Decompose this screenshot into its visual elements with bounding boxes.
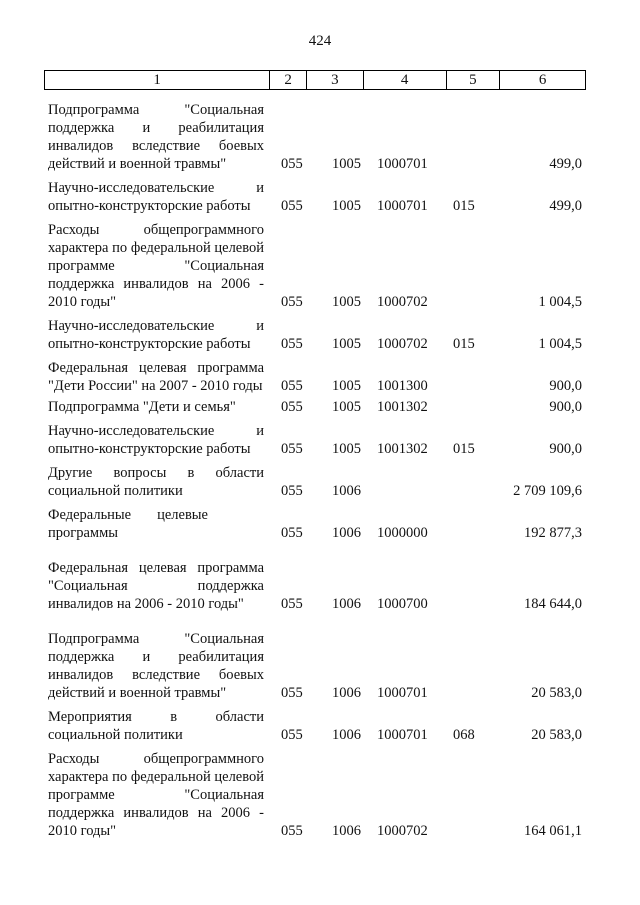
table-row	[0, 630, 640, 702]
table-row	[0, 559, 640, 613]
row-col-3: 1005	[332, 294, 361, 310]
row-col-6: 1 004,5	[538, 336, 582, 352]
row-name: Мероприятия в области социальной политики	[48, 709, 264, 743]
row-name: Научно-исследовательские и опытно-конструкторские работы	[48, 180, 264, 214]
row-col-2: 055	[281, 198, 303, 214]
row-col-3: 1006	[332, 596, 361, 612]
row-col-4: 1001302	[377, 399, 428, 415]
row-col-5: 015	[453, 336, 475, 352]
row-col-3: 1005	[332, 399, 361, 415]
row-col-3: 1005	[332, 441, 361, 457]
table-row	[0, 506, 640, 542]
row-col-2: 055	[281, 378, 303, 394]
row-col-4: 1000000	[377, 525, 428, 541]
row-col-2: 055	[281, 525, 303, 541]
row-col-4: 1000701	[377, 727, 428, 743]
row-col-6: 184 644,0	[524, 596, 582, 612]
row-col-3: 1005	[332, 378, 361, 394]
table-row	[0, 179, 640, 215]
row-col-4: 1000700	[377, 596, 428, 612]
row-col-6: 900,0	[549, 378, 582, 394]
header-col-5: 5	[446, 71, 500, 89]
table-row	[0, 398, 640, 416]
row-col-5: 015	[453, 198, 475, 214]
row-col-3: 1006	[332, 525, 361, 541]
table-row	[0, 359, 640, 395]
row-col-2: 055	[281, 399, 303, 415]
row-col-2: 055	[281, 685, 303, 701]
row-col-4: 1000702	[377, 294, 428, 310]
row-col-6: 900,0	[549, 399, 582, 415]
row-col-2: 055	[281, 336, 303, 352]
row-name: Федеральные целевые программы	[48, 507, 208, 541]
row-col-5: 015	[453, 441, 475, 457]
row-col-3: 1005	[332, 336, 361, 352]
row-col-2: 055	[281, 483, 303, 499]
row-col-4: 1000701	[377, 198, 428, 214]
page-number: 424	[308, 33, 332, 49]
row-col-3: 1005	[332, 198, 361, 214]
table-row	[0, 221, 640, 311]
row-col-6: 2 709 109,6	[513, 483, 582, 499]
row-col-3: 1006	[332, 685, 361, 701]
row-col-6: 900,0	[549, 441, 582, 457]
row-name: Научно-исследовательские и опытно-конструкторские работы	[48, 423, 264, 457]
row-col-4: 1000701	[377, 685, 428, 701]
table-row	[0, 422, 640, 458]
header-col-2: 2	[269, 71, 306, 89]
row-col-6: 499,0	[549, 156, 582, 172]
row-col-4: 1001300	[377, 378, 428, 394]
header-col-3: 3	[306, 71, 363, 89]
row-col-2: 055	[281, 441, 303, 457]
row-name: Подпрограмма "Социальная поддержка и реабилитация инвалидов вследствие боевых действий и военной травмы"	[48, 631, 264, 701]
table-row	[0, 750, 640, 840]
row-col-6: 499,0	[549, 198, 582, 214]
row-name: Подпрограмма "Социальная поддержка и реабилитация инвалидов вследствие боевых действий и военной травмы"	[48, 102, 264, 172]
row-col-4: 1001302	[377, 441, 428, 457]
row-col-3: 1006	[332, 483, 361, 499]
row-col-3: 1006	[332, 823, 361, 839]
row-col-3: 1005	[332, 156, 361, 172]
table-header	[44, 70, 586, 90]
header-col-1: 1	[153, 72, 161, 88]
table-row	[0, 317, 640, 353]
row-name: Научно-исследовательские и опытно-конструкторские работы	[48, 318, 264, 352]
row-name: Федеральная целевая программа "Социальная поддержка инвалидов на 2006 - 2010 годы"	[48, 560, 264, 612]
table-row	[0, 708, 640, 744]
row-col-2: 055	[281, 596, 303, 612]
table-body	[0, 101, 640, 840]
row-name: Федеральная целевая программа "Дети России" на 2007 - 2010 годы	[48, 360, 264, 394]
header-col-4: 4	[363, 71, 446, 89]
row-col-2: 055	[281, 294, 303, 310]
row-col-2: 055	[281, 727, 303, 743]
row-col-5: 068	[453, 727, 475, 743]
row-col-3: 1006	[332, 727, 361, 743]
row-col-6: 164 061,1	[524, 823, 582, 839]
row-col-6: 20 583,0	[531, 727, 582, 743]
header-col-6: 6	[499, 71, 585, 89]
table-row	[0, 101, 640, 173]
row-name: Другие вопросы в области социальной политики	[48, 465, 264, 499]
row-name: Расходы общепрограммного характера по федеральной целевой программе "Социальная поддержка инвалидов на 2006 - 2010 годы"	[48, 222, 264, 310]
row-col-4: 1000701	[377, 156, 428, 172]
row-col-6: 192 877,3	[524, 525, 582, 541]
row-col-2: 055	[281, 823, 303, 839]
row-col-4: 1000702	[377, 823, 428, 839]
row-name: Расходы общепрограммного характера по федеральной целевой программе "Социальная поддержка инвалидов на 2006 - 2010 годы"	[48, 751, 264, 839]
row-col-6: 1 004,5	[538, 294, 582, 310]
row-col-2: 055	[281, 156, 303, 172]
row-col-4: 1000702	[377, 336, 428, 352]
row-name: Подпрограмма "Дети и семья"	[48, 399, 236, 415]
table-row	[0, 464, 640, 500]
row-col-6: 20 583,0	[531, 685, 582, 701]
